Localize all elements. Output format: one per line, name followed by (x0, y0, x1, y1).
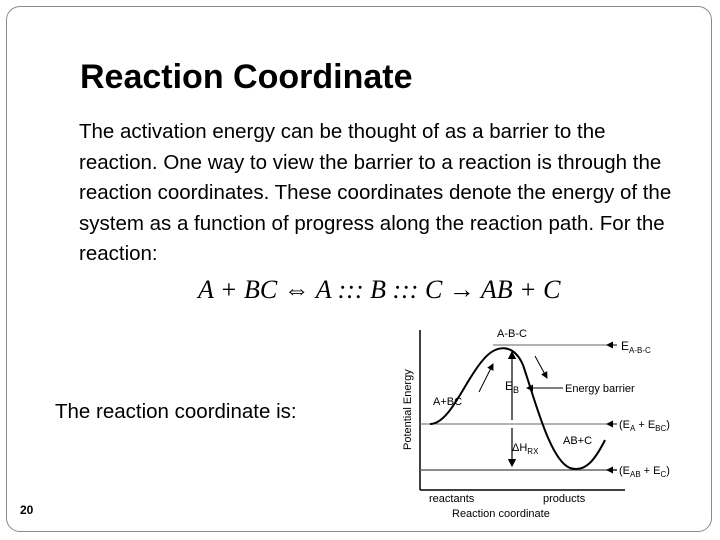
x-left-label: reactants (429, 493, 475, 505)
slide-title: Reaction Coordinate (80, 58, 413, 96)
reactant-label: A+BC (433, 396, 463, 408)
reaction-coordinate-label: The reaction coordinate is: (55, 400, 297, 423)
y-axis-label: Potential Energy (402, 369, 414, 450)
eb-label: $E_B$ (505, 379, 520, 395)
dh-label: $\Delta H_{RX}$ (512, 442, 539, 456)
reaction-coordinate-diagram (395, 320, 713, 530)
slide-paragraph: The activation energy can be thought of as a barrier to the reaction. One way to view the barrier to a reaction is through the reaction coordinates. These coordinates denote the energy of the system as a function of progress along the reaction path. For the reaction: (79, 120, 672, 265)
x-right-label: products (543, 493, 586, 505)
level-top-label: $E_{A-B-C}$ (621, 339, 651, 355)
uphill-arrow (479, 364, 493, 392)
peak-label: A-B-C (497, 328, 527, 340)
barrier-label: Energy barrier (565, 383, 635, 395)
product-label: AB+C (563, 435, 593, 447)
level-mid-label: $(E_A + E_{BC})$ (619, 419, 670, 433)
x-axis-label: Reaction coordinate (452, 508, 550, 520)
level-low-label: $(E_{AB} + E_C)$ (619, 465, 670, 479)
downhill-arrow (535, 356, 547, 378)
page-number: 20 (20, 503, 34, 517)
reaction-equation: A + BC ⇔ A ::: B ::: C → AB + C (198, 275, 561, 304)
